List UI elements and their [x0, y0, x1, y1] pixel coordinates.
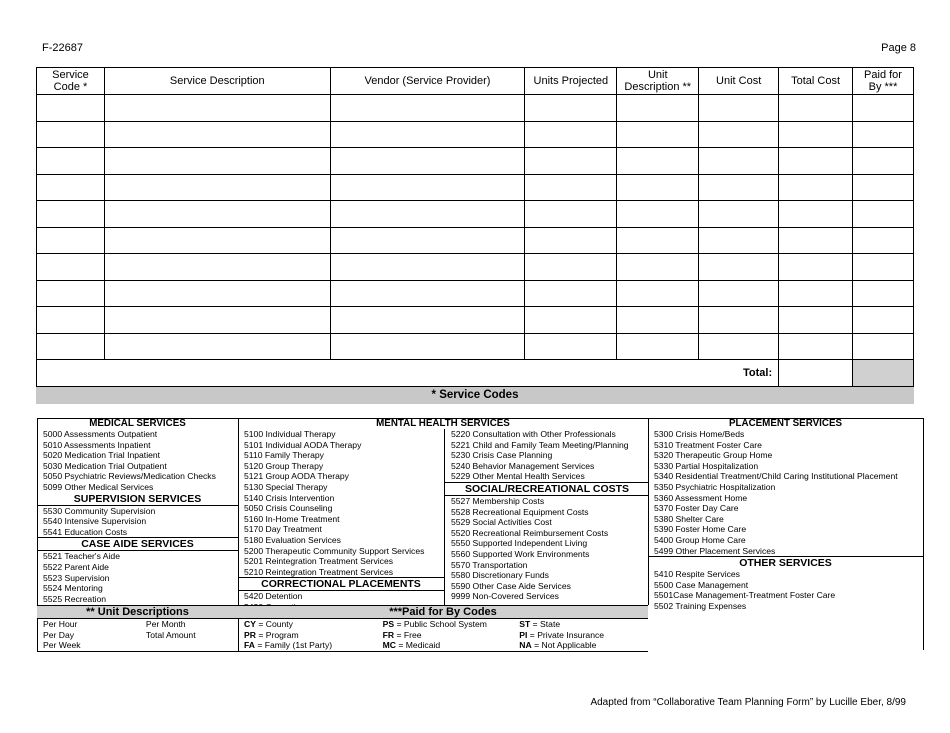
paid-by-label: County	[265, 619, 293, 629]
table-cell[interactable]	[37, 148, 105, 175]
footer-credit: Adapted from “Collaborative Team Planning Form” by Lucille Eber, 8/99	[590, 697, 906, 708]
paid-by-row	[238, 619, 648, 630]
table-cell[interactable]	[525, 227, 617, 254]
placement-title: PLACEMENT SERVICES	[728, 418, 843, 429]
paid-by-code: ST	[519, 619, 531, 629]
code-item: 5221 Child and Family Team Meeting/Planning	[451, 439, 629, 450]
code-item: 5541 Education Costs	[43, 526, 128, 537]
paid-by-code: PR	[244, 629, 256, 640]
code-item: 5530 Community Supervision	[43, 505, 156, 516]
table-cell[interactable]	[104, 227, 330, 254]
bottom-band	[37, 605, 648, 652]
table-cell[interactable]	[779, 254, 853, 281]
table-cell[interactable]	[699, 333, 779, 360]
paid-by-eq: =	[527, 629, 538, 640]
table-cell[interactable]	[779, 148, 853, 175]
code-item: 5540 Intensive Supervision	[43, 516, 147, 527]
column-header	[617, 68, 699, 95]
table-cell[interactable]	[853, 280, 914, 307]
table-cell[interactable]	[779, 307, 853, 334]
table-cell[interactable]	[330, 95, 525, 122]
code-item: 5160 In-Home Treatment	[244, 513, 340, 524]
column-header	[37, 68, 105, 95]
table-row	[37, 95, 914, 122]
paid-by-codes	[238, 606, 648, 651]
code-item: 5527 Membership Costs	[451, 495, 545, 506]
social-title: SOCIAL/RECREATIONAL COSTS	[445, 482, 649, 496]
code-item: 5240 Behavior Management Services	[451, 460, 595, 471]
table-cell[interactable]	[104, 95, 330, 122]
code-item: 5570 Transportation	[451, 559, 528, 570]
code-item: 5380 Shelter Care	[654, 513, 724, 524]
paid-by-label: Not Applicable	[541, 640, 597, 650]
table-cell[interactable]	[779, 121, 853, 148]
code-item: 5360 Assessment Home	[654, 492, 748, 503]
paid-by-label: State	[540, 619, 561, 629]
table-header-row	[37, 68, 914, 95]
table-cell[interactable]	[330, 201, 525, 228]
social-list	[445, 496, 649, 602]
code-item: 5528 Recreational Equipment Costs	[451, 506, 589, 517]
table-cell[interactable]	[699, 307, 779, 334]
column-header	[779, 68, 853, 95]
code-item: 5520 Recreational Reimbursement Costs	[451, 527, 609, 538]
code-item: 5000 Assessments Outpatient	[43, 429, 158, 439]
service-plan-table	[36, 67, 914, 387]
paid-by-eq: =	[255, 619, 266, 629]
unit-descriptions	[37, 606, 239, 651]
table-cell[interactable]	[699, 280, 779, 307]
table-cell[interactable]	[330, 148, 525, 175]
code-item: 5140 Crisis Intervention	[244, 492, 335, 503]
code-item: 5500 Case Management	[654, 579, 749, 590]
column-header-line: Unit Cost	[716, 75, 762, 87]
paid-by-item	[513, 619, 648, 630]
paid-by-eq: =	[254, 640, 265, 650]
table-cell[interactable]	[37, 121, 105, 148]
paid-by-eq: =	[255, 629, 266, 640]
paid-by-code: PI	[519, 629, 528, 640]
table-cell[interactable]	[330, 333, 525, 360]
table-cell[interactable]	[330, 121, 525, 148]
paid-by-rows	[238, 619, 648, 651]
table-row	[37, 227, 914, 254]
table-cell[interactable]	[853, 174, 914, 201]
table-cell[interactable]	[617, 254, 699, 281]
medical-list	[37, 429, 238, 493]
table-cell[interactable]	[37, 174, 105, 201]
code-item: 5502 Training Expenses	[654, 600, 747, 611]
code-item: 9999 Non-Covered Services	[451, 591, 559, 602]
unit-desc-item: Per Week	[43, 640, 81, 650]
medical-title: MEDICAL SERVICES	[89, 418, 186, 429]
unit-desc-title: ** Unit Descriptions	[37, 606, 238, 619]
table-cell[interactable]	[699, 201, 779, 228]
table-row	[37, 174, 914, 201]
column-header-line: Description **	[624, 81, 692, 93]
paid-by-code: PS	[382, 619, 395, 629]
table-cell[interactable]	[330, 280, 525, 307]
paid-by-row	[238, 630, 648, 641]
code-item: 5320 Therapeutic Group Home	[654, 450, 773, 461]
code-item: 5560 Supported Work Environments	[451, 548, 590, 559]
code-item: 5521 Teacher's Aide	[43, 551, 120, 562]
code-item: 5550 Supported Independent Living	[451, 538, 588, 549]
table-cell[interactable]	[853, 95, 914, 122]
correctional-title: CORRECTIONAL PLACEMENTS	[238, 577, 444, 591]
code-item: 5010 Assessments Inpatient	[43, 439, 151, 450]
table-cell[interactable]	[330, 307, 525, 334]
table-cell[interactable]	[699, 148, 779, 175]
code-item: 5100 Individual Therapy	[244, 429, 336, 439]
table-cell[interactable]	[525, 174, 617, 201]
table-cell[interactable]	[525, 254, 617, 281]
column-header-line: Unit	[647, 69, 668, 81]
table-cell[interactable]	[853, 254, 914, 281]
mental-health-title: MENTAL HEALTH SERVICES	[376, 418, 510, 429]
paid-by-code: FR	[382, 629, 395, 640]
code-item: 5525 Recreation	[43, 593, 107, 604]
paid-by-label: Family (1st Party)	[264, 640, 333, 650]
code-item: 5121 Group AODA Therapy	[244, 471, 349, 482]
table-cell[interactable]	[853, 227, 914, 254]
unit-desc-row	[37, 640, 238, 651]
paid-by-item	[377, 630, 514, 641]
table-row	[37, 333, 914, 360]
service-codes-title: * Service Codes	[36, 386, 914, 404]
service-codes-legend	[37, 418, 924, 650]
code-item: 5120 Group Therapy	[244, 460, 324, 471]
paid-by-item	[238, 619, 377, 630]
code-item: 5330 Partial Hospitalization	[654, 460, 759, 471]
paid-by-label: Program	[265, 629, 299, 640]
table-cell[interactable]	[330, 227, 525, 254]
table-cell[interactable]	[779, 333, 853, 360]
case-aide-title: CASE AIDE SERVICES	[37, 537, 238, 551]
table-cell[interactable]	[853, 307, 914, 334]
table-cell[interactable]	[779, 174, 853, 201]
column-header-line: Paid for	[864, 69, 902, 81]
middle-column	[238, 418, 649, 605]
code-item: 5099 Other Medical Services	[43, 481, 154, 492]
mh-col2-list	[445, 429, 649, 482]
table-cell[interactable]	[525, 307, 617, 334]
total-row	[37, 360, 914, 387]
other-list	[648, 569, 923, 611]
paid-by-item	[377, 619, 514, 630]
table-cell[interactable]	[37, 227, 105, 254]
supervision-list	[37, 506, 238, 538]
table-cell[interactable]	[617, 148, 699, 175]
table-row	[37, 201, 914, 228]
code-item: 5522 Parent Aide	[43, 561, 109, 572]
table-cell[interactable]	[104, 201, 330, 228]
paid-by-code: CY	[244, 619, 256, 629]
table-cell[interactable]	[104, 254, 330, 281]
table-row	[37, 254, 914, 281]
paid-by-code: FA	[244, 640, 255, 650]
table-row	[37, 148, 914, 175]
table-cell[interactable]	[37, 254, 105, 281]
table-cell[interactable]	[525, 148, 617, 175]
paid-by-label: Free	[403, 629, 422, 640]
supervision-title: SUPERVISION SERVICES	[37, 493, 238, 506]
code-item: 5499 Other Placement Services	[654, 545, 776, 556]
unit-desc-item: Per Hour	[43, 619, 78, 629]
paid-by-row	[238, 640, 648, 651]
table-body	[37, 95, 914, 387]
table-row	[37, 121, 914, 148]
code-item: 5030 Medication Trial Outpatient	[43, 460, 167, 471]
left-column	[37, 418, 239, 605]
table-cell[interactable]	[699, 121, 779, 148]
mh-col1-list	[238, 429, 444, 577]
code-item: 5201 Reintegration Treatment Services	[244, 556, 394, 567]
total-label: Total:	[37, 360, 779, 387]
code-item: 5230 Crisis Case Planning	[451, 450, 553, 461]
table-cell[interactable]	[617, 280, 699, 307]
paid-by-code: NA	[519, 640, 532, 650]
table-cell[interactable]	[525, 121, 617, 148]
table-cell[interactable]	[617, 95, 699, 122]
code-item: 5210 Reintegration Treatment Services	[244, 566, 394, 577]
mh-col1	[238, 429, 444, 613]
table-cell[interactable]	[525, 280, 617, 307]
column-header	[853, 68, 914, 95]
column-header	[104, 68, 330, 95]
form-id: F-22687	[42, 42, 83, 54]
column-header	[699, 68, 779, 95]
unit-desc-rows	[37, 619, 238, 651]
table-cell[interactable]	[330, 254, 525, 281]
paid-by-title: ***Paid for By Codes	[238, 606, 648, 619]
code-item: 5340 Residential Treatment/Child Caring Institutional Placement	[654, 471, 898, 482]
table-cell[interactable]	[779, 227, 853, 254]
table-cell[interactable]	[525, 95, 617, 122]
table-cell[interactable]	[104, 307, 330, 334]
table-cell[interactable]	[525, 201, 617, 228]
paid-by-item	[513, 640, 648, 651]
code-item: 5200 Therapeutic Community Support Services	[244, 545, 425, 556]
code-item: 5350 Psychiatric Hospitalization	[654, 481, 776, 492]
code-item: 5410 Respite Services	[654, 569, 740, 580]
table-cell[interactable]	[699, 174, 779, 201]
table-cell[interactable]	[104, 333, 330, 360]
mh-col2	[444, 429, 649, 605]
table-cell[interactable]	[525, 333, 617, 360]
code-item: 5110 Family Therapy	[244, 450, 324, 461]
unit-desc-item: Per Day	[43, 629, 75, 640]
table-cell[interactable]	[617, 174, 699, 201]
table-cell[interactable]	[779, 280, 853, 307]
table-row	[37, 280, 914, 307]
code-item: 5390 Foster Home Care	[654, 524, 747, 535]
code-item: 5101 Individual AODA Therapy	[244, 439, 362, 450]
code-item: 5370 Foster Day Care	[654, 503, 739, 514]
code-item: 5590 Other Case Aide Services	[451, 580, 571, 591]
table-cell[interactable]	[853, 148, 914, 175]
code-item: 5580 Discretionary Funds	[451, 570, 549, 581]
column-header-line: Vendor (Service Provider)	[364, 75, 491, 87]
table-cell[interactable]	[37, 280, 105, 307]
table-cell[interactable]	[104, 174, 330, 201]
code-item: 5420 Detention	[244, 591, 303, 602]
paid-by-eq: =	[531, 640, 542, 650]
paid-by-eq: =	[530, 619, 541, 629]
column-header	[525, 68, 617, 95]
column-header-line: Total Cost	[791, 75, 841, 87]
paid-by-eq: =	[394, 629, 404, 640]
code-item: 5050 Crisis Counseling	[244, 503, 333, 514]
paid-by-eq: =	[395, 640, 406, 650]
table-cell[interactable]	[699, 95, 779, 122]
paid-by-label: Medicaid	[405, 640, 441, 650]
table-cell[interactable]	[104, 148, 330, 175]
code-item: 5050 Psychiatric Reviews/Medication Checks	[43, 471, 216, 482]
column-header	[330, 68, 525, 95]
table-cell[interactable]	[617, 333, 699, 360]
table-cell[interactable]	[853, 333, 914, 360]
table-cell[interactable]	[617, 121, 699, 148]
code-item: 5529 Social Activities Cost	[451, 517, 552, 528]
table-cell[interactable]	[699, 227, 779, 254]
table-cell[interactable]	[853, 121, 914, 148]
code-item: 5523 Supervision	[43, 572, 110, 583]
paid-by-item	[513, 630, 648, 641]
right-column	[648, 418, 924, 650]
table-cell[interactable]	[779, 95, 853, 122]
code-item: 5524 Mentoring	[43, 583, 103, 594]
paid-by-item	[238, 640, 377, 651]
column-header-line: Service Description	[169, 75, 265, 87]
paid-by-label: Public School System	[403, 619, 487, 629]
unit-desc-item: Per Month	[145, 619, 186, 629]
code-item: 5300 Crisis Home/Beds	[654, 429, 745, 439]
unit-desc-item	[140, 640, 238, 651]
unit-desc-item: Total Amount	[145, 629, 196, 640]
table-cell[interactable]	[617, 307, 699, 334]
placement-list	[648, 429, 923, 556]
other-title: OTHER SERVICES	[648, 556, 923, 569]
code-item: 5220 Consultation with Other Professionals	[451, 429, 616, 439]
unit-desc-row	[37, 619, 238, 630]
table-cell[interactable]	[617, 201, 699, 228]
table-cell[interactable]	[853, 201, 914, 228]
code-item: 5130 Special Therapy	[244, 481, 328, 492]
column-header-line: Service	[52, 69, 89, 81]
paid-by-code: MC	[382, 640, 396, 650]
code-item: 5180 Evaluation Services	[244, 534, 341, 545]
table-cell[interactable]	[104, 280, 330, 307]
code-item: 5170 Day Treatment	[244, 524, 322, 535]
total-cost-cell[interactable]	[779, 360, 853, 387]
column-header-line: By ***	[868, 81, 898, 93]
page-number: Page 8	[881, 42, 916, 54]
paid-by-item	[238, 630, 377, 641]
paid-by-eq: =	[394, 619, 404, 629]
code-item: 5229 Other Mental Health Services	[451, 471, 585, 482]
table-cell[interactable]	[37, 333, 105, 360]
total-paid-cell	[853, 360, 914, 387]
table-cell[interactable]	[37, 201, 105, 228]
code-item: 5310 Treatment Foster Care	[654, 439, 762, 450]
table-row	[37, 307, 914, 334]
table-cell[interactable]	[37, 307, 105, 334]
table-cell[interactable]	[104, 121, 330, 148]
unit-desc-row	[37, 630, 238, 641]
paid-by-label: Private Insurance	[537, 629, 605, 640]
table-cell[interactable]	[699, 254, 779, 281]
column-header-line: Units Projected	[533, 75, 609, 87]
table-cell[interactable]	[617, 227, 699, 254]
code-item: 5400 Group Home Care	[654, 534, 746, 545]
column-header-line: Code *	[53, 81, 88, 93]
code-item: 5020 Medication Trial Inpatient	[43, 450, 161, 461]
table-cell[interactable]	[779, 201, 853, 228]
table-cell[interactable]	[330, 174, 525, 201]
code-item: 5501Case Management-Treatment Foster Care	[654, 590, 836, 601]
paid-by-item	[377, 640, 514, 651]
table-cell[interactable]	[37, 95, 105, 122]
